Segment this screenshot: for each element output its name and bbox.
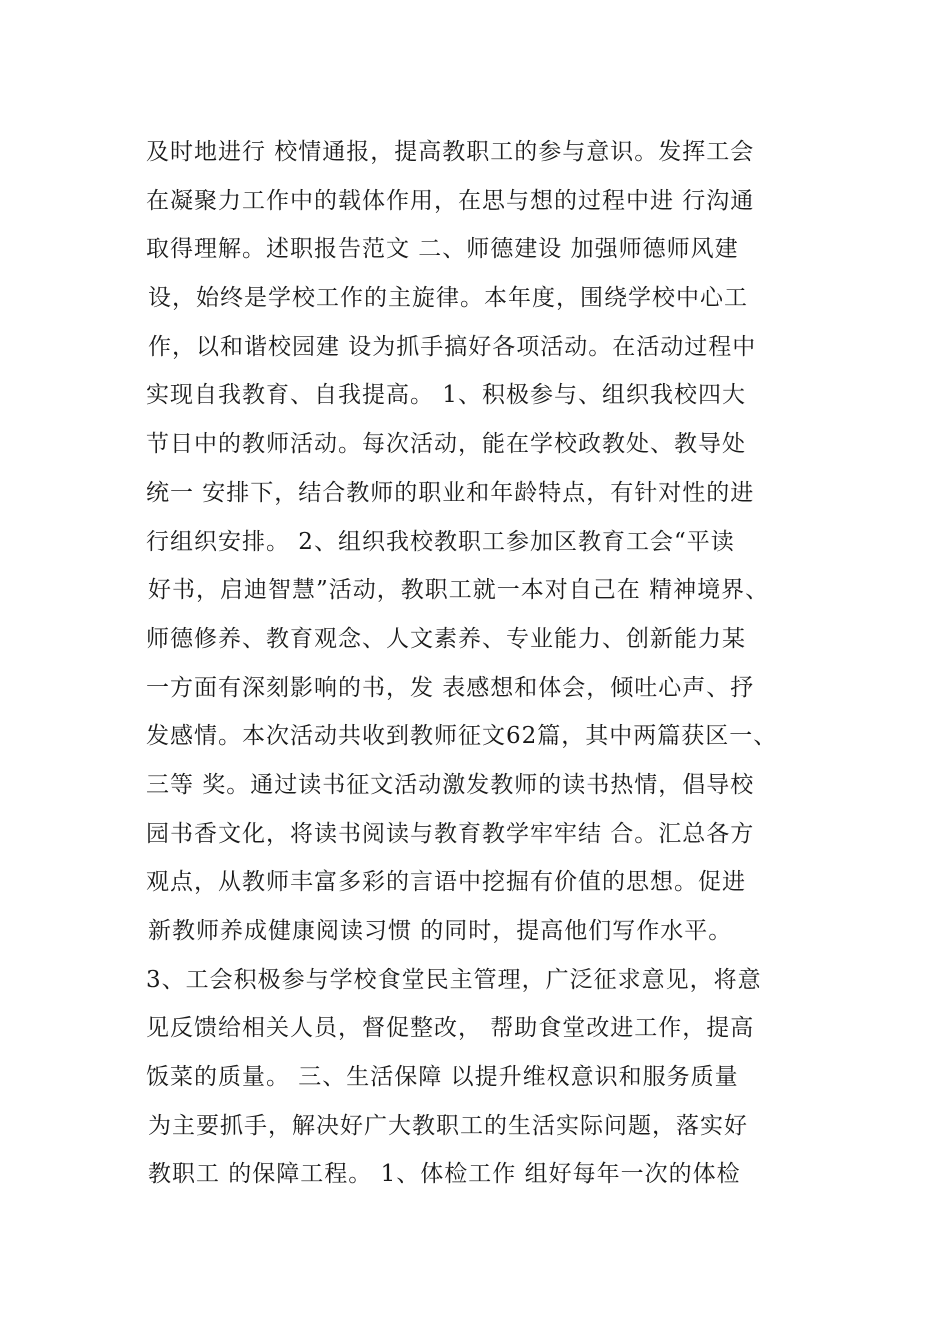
text-line: 饭菜的质量。 三、生活保障 以提升维权意识和服务质量 xyxy=(146,1064,739,1091)
text-line: 见反馈给相关人员，督促整改， 帮助食堂改进工作，提高 xyxy=(146,1015,755,1042)
text-line: 及时地进行 校情通报，提高教职工的参与意识。发挥工会 xyxy=(146,139,755,165)
text-line: 好书，启迪智慧”活动，教职工就一本对自己在 精神境界、 xyxy=(148,577,770,604)
text-line: 观点，从教师丰富多彩的言语中挖掘有价值的思想。促进 xyxy=(146,869,746,896)
body-text xyxy=(146,128,826,1199)
text-line: 设，始终是学校工作的主旋律。本年度，围绕学校中心工 xyxy=(148,285,748,312)
text-line: 统一 安排下，结合教师的职业和年龄特点，有针对性的进 xyxy=(146,479,755,506)
text-line: 节日中的教师活动。每次活动，能在学校政教处、教导处 xyxy=(146,431,746,458)
text-line: 行组织安排。 2、组织我校教职工参加区教育工会“平读 xyxy=(146,528,735,555)
text-line: 取得理解。述职报告范文 二、师德建设 加强师德师风建 xyxy=(146,236,739,263)
text-line: 教职工 的保障工程。 1、体检工作 组好每年一次的体检 xyxy=(148,1161,741,1188)
text-line: 为主要抓手，解决好广大教职工的生活实际问题，落实好 xyxy=(148,1112,748,1139)
text-line: 发感情。本次活动共收到教师征文62篇，其中两篇获区一、 xyxy=(146,723,778,750)
text-line: 3、工会积极参与学校食堂民主管理，广泛征求意见，将意 xyxy=(146,966,762,993)
text-line: 在凝聚力工作中的载体作用，在思与想的过程中进 行沟通 xyxy=(146,187,755,214)
text-line: 师德修养、教育观念、人文素养、专业能力、创新能力某 xyxy=(146,625,746,652)
text-line: 三等 奖。通过读书征文活动激发教师的读书热情，倡导校 xyxy=(146,771,755,798)
text-line: 作，以和谐校园建 设为抓手搞好各项活动。在活动过程中 xyxy=(148,333,757,360)
text-line: 园书香文化，将读书阅读与教育教学牢牢结 合。汇总各方 xyxy=(146,820,755,847)
text-line: 新教师养成健康阅读习惯 的同时，提高他们写作水平。 xyxy=(148,918,733,944)
text-line: 实现自我教育、自我提高。 1、积极参与、组织我校四大 xyxy=(146,382,746,409)
text-line: 一方面有深刻影响的书，发 表感想和体会，倾吐心声、抒 xyxy=(146,674,755,701)
